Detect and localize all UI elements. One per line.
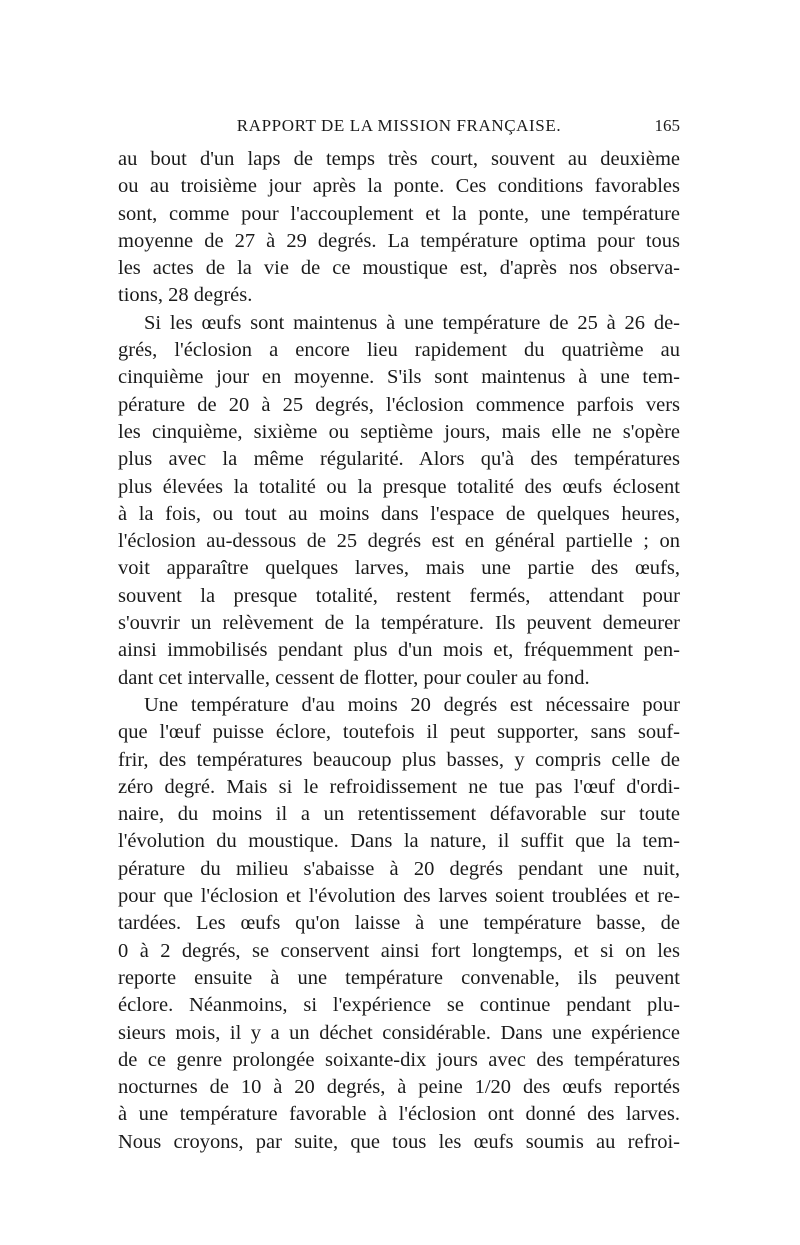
text-line: les actes de la vie de ce moustique est, d'après nos observa- — [118, 257, 680, 280]
text-line: zéro degré. Mais si le refroidissement ne tue pas l'œuf d'ordi- — [118, 775, 680, 798]
text-line: Nous croyons, par suite, que tous les œufs soumis au refroi- — [118, 1130, 680, 1153]
text-line: dant cet intervalle, cessent de flotter, pour couler au fond. — [118, 666, 590, 689]
text-line: s'ouvrir un relèvement de la température. Ils peuvent demeurer — [118, 612, 680, 635]
text-line: au bout d'un laps de temps très court, souvent au deuxième — [118, 148, 680, 170]
running-title: RAPPORT DE LA MISSION FRANÇAISE. — [236, 116, 562, 135]
text-line: éclore. Néanmoins, si l'expérience se continue pendant plu- — [118, 994, 680, 1017]
text-line: de ce genre prolongée soixante-dix jours avec des températures — [118, 1048, 680, 1071]
text-line: naire, du moins il a un retentissement défavorable sur toute — [118, 803, 680, 826]
page-number: 165 — [654, 116, 680, 135]
text-line: reporte ensuite à une température convenable, ils peuvent — [118, 966, 680, 989]
text-line: Si les œufs sont maintenus à une température de 25 à 26 de- — [144, 311, 680, 334]
text-line: l'éclosion au-dessous de 25 degrés est en général partielle ; on — [118, 530, 680, 553]
text-line: nocturnes de 10 à 20 degrés, à peine 1/20 des œufs reportés — [118, 1076, 680, 1099]
text-line: tardées. Les œufs qu'on laisse à une température basse, de — [118, 912, 680, 935]
text-line: frir, des températures beaucoup plus basses, y compris celle de — [118, 748, 680, 771]
page-header — [118, 114, 680, 142]
text-line: pérature de 20 à 25 degrés, l'éclosion commence parfois vers — [118, 393, 680, 416]
text-line: moyenne de 27 à 29 degrés. La température optima pour tous — [118, 229, 680, 252]
text-line: l'évolution du moustique. Dans la nature, il suffit que la tem- — [118, 830, 680, 853]
text-line: plus avec la même régularité. Alors qu'à des températures — [118, 448, 680, 471]
text-line: sont, comme pour l'accouplement et la ponte, une température — [118, 202, 680, 225]
text-line: Une température d'au moins 20 degrés est nécessaire pour — [144, 693, 680, 716]
body-text — [118, 146, 680, 1156]
text-line: plus élevées la totalité ou la presque totalité des œufs éclosent — [118, 475, 680, 498]
text-line: ainsi immobilisés pendant plus d'un mois et, fréquemment pen- — [118, 639, 680, 662]
text-line: 0 à 2 degrés, se conservent ainsi fort longtemps, et si on les — [118, 939, 680, 962]
text-line: tions, 28 degrés. — [118, 284, 253, 307]
text-line: grés, l'éclosion a encore lieu rapidement du quatrième au — [118, 339, 680, 362]
text-line: sieurs mois, il y a un déchet considérable. Dans une expérience — [118, 1021, 680, 1044]
text-line: que l'œuf puisse éclore, toutefois il peut supporter, sans souf- — [118, 721, 680, 744]
text-line: souvent la presque totalité, restent fermés, attendant pour — [118, 584, 680, 607]
text-line: ou au troisième jour après la ponte. Ces conditions favorables — [118, 175, 680, 198]
text-line: pérature du milieu s'abaisse à 20 degrés pendant une nuit, — [118, 857, 680, 880]
text-line: cinquième jour en moyenne. S'ils sont maintenus à une tem- — [118, 366, 680, 389]
text-line: les cinquième, sixième ou septième jours, mais elle ne s'opère — [118, 420, 680, 443]
text-line: voit apparaître quelques larves, mais une partie des œufs, — [118, 557, 680, 580]
text-line: à une température favorable à l'éclosion ont donné des larves. — [118, 1103, 680, 1126]
text-line: à la fois, ou tout au moins dans l'espace de quelques heures, — [118, 502, 680, 525]
text-line: pour que l'éclosion et l'évolution des larves soient troublées et re- — [118, 885, 680, 908]
